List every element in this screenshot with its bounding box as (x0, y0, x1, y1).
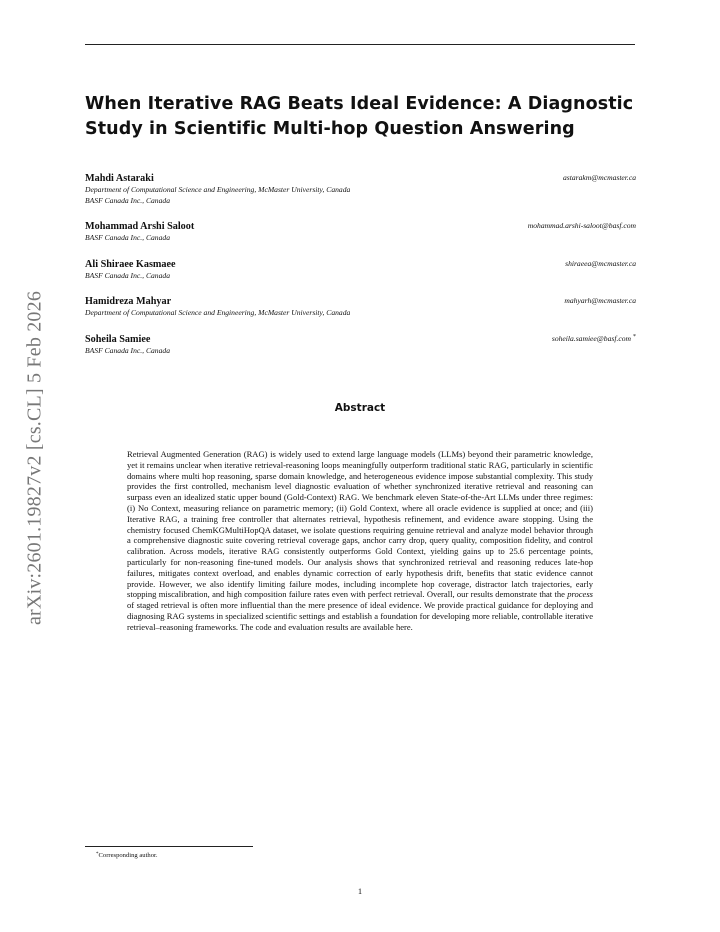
author-list (85, 172, 636, 370)
abstract-text-end: of staged retrieval is often more influential than the mere presence of ideal evidence. We provide practical guidance for deploying and diagnosing RAG systems in specialized scientific settings and establish a foundation for developing more reliable, controllable iterative retrieval–reasoning frameworks. The code and evaluation results are available here. (127, 600, 593, 632)
author-block (85, 220, 636, 244)
arxiv-identifier[interactable]: arXiv:2601.19827v2 [cs.CL] 5 Feb 2026 (23, 290, 46, 626)
author-block (85, 172, 636, 206)
arxiv-sidebar (20, 268, 50, 648)
author-name: Mahdi Astaraki (85, 173, 154, 184)
author-affiliation: Department of Computational Science and Engineering, McMaster University, Canada (85, 185, 351, 194)
author-name: Ali Shiraee Kasmaee (85, 258, 176, 270)
author-block (85, 333, 636, 357)
author-email[interactable]: soheila.samiee@basf.com (551, 333, 631, 343)
author-name: Hamidreza Mahyar (85, 296, 172, 307)
author-name: Soheila Samiee (85, 333, 151, 345)
author-block (85, 258, 636, 282)
footnote-text: Corresponding author. (98, 852, 158, 859)
author-email[interactable]: mahyarh@mcmaster.ca (564, 296, 636, 305)
author-name: Mohammad Arshi Saloot (85, 221, 195, 232)
page-number: 1 (357, 886, 363, 896)
abstract-body (127, 449, 593, 633)
footnote-mark: * (96, 852, 99, 857)
corresponding-mark: * (633, 333, 636, 340)
author-affiliation: BASF Canada Inc., Canada (85, 233, 170, 242)
footnote-rule (85, 846, 253, 847)
author-affiliation: BASF Canada Inc., Canada (85, 195, 170, 205)
top-rule (85, 44, 635, 45)
author-affiliation: Department of Computational Science and Engineering, McMaster University, Canada (85, 308, 351, 317)
author-block (85, 295, 636, 319)
author-email-container (552, 334, 636, 343)
author-email[interactable]: mohammad.arshi-saloot@basf.com (527, 221, 636, 230)
paper-title: When Iterative RAG Beats Ideal Evidence: A Diagnostic Study in Scientific Multi-hop Question Answering (85, 94, 634, 139)
author-affiliation: BASF Canada Inc., Canada (85, 345, 170, 355)
footnote (96, 852, 157, 859)
abstract-emphasis: process (567, 589, 593, 600)
author-email[interactable]: astarakm@mcmaster.ca (562, 173, 636, 182)
abstract-text-start: Retrieval Augmented Generation (RAG) is widely used to extend large language models (LLMs) beyond their parametric knowledge, yet it remains unclear when iterative retrieval-reasoning loops meaningfully outperform traditional static RAG, particularly in scientific domains where multi hop reasoning, sparse domain knowledge, and heterogeneous evidence impose substantial complexity. This study provides the first controlled, mechanism level diagnostic evaluation of whether synchronized iterative retrieval and reasoning can surpass even an idealized static upper bound (Gold-Context) RAG. We benchmark eleven State-of-the-Art LLMs under three regimes: (i) No Context, measuring reliance on parametric memory; (ii) Gold Context, where all oracle evidence is supplied at once; and (iii) Iterative RAG, a training free controller that alternates retrieval, hypothesis refinement, and evidence aware stopping. Using the chemistry focused ChemKGMultiHopQA dataset, we isolate questions requiring genuine retrieval and analyze model behavior through a comprehensive diagnostic suite covering retrieval coverage gaps, anchor carry drop, query quality, composition fidelity, and control calibration. Across models, iterative RAG consistently outperforms Gold Context, yielding gains up to 25.6 percentage points, particularly for non-reasoning fine-tuned models. Our analysis shows that synchronized retrieval and reasoning reduces late-hop failures, mitigates context overload, and enables dynamic correction of early hypothesis drift, benefits that static evidence cannot provide. However, we also identify limiting failure modes, including incomplete hop coverage, distractor latch trajectories, early stopping miscalibration, and high composition failure rates even with perfect retrieval. Overall, our results demonstrate that the (127, 449, 593, 600)
abstract-heading: Abstract (334, 402, 386, 414)
author-affiliation: BASF Canada Inc., Canada (85, 270, 170, 280)
author-email[interactable]: shiraeea@mcmaster.ca (565, 258, 636, 268)
